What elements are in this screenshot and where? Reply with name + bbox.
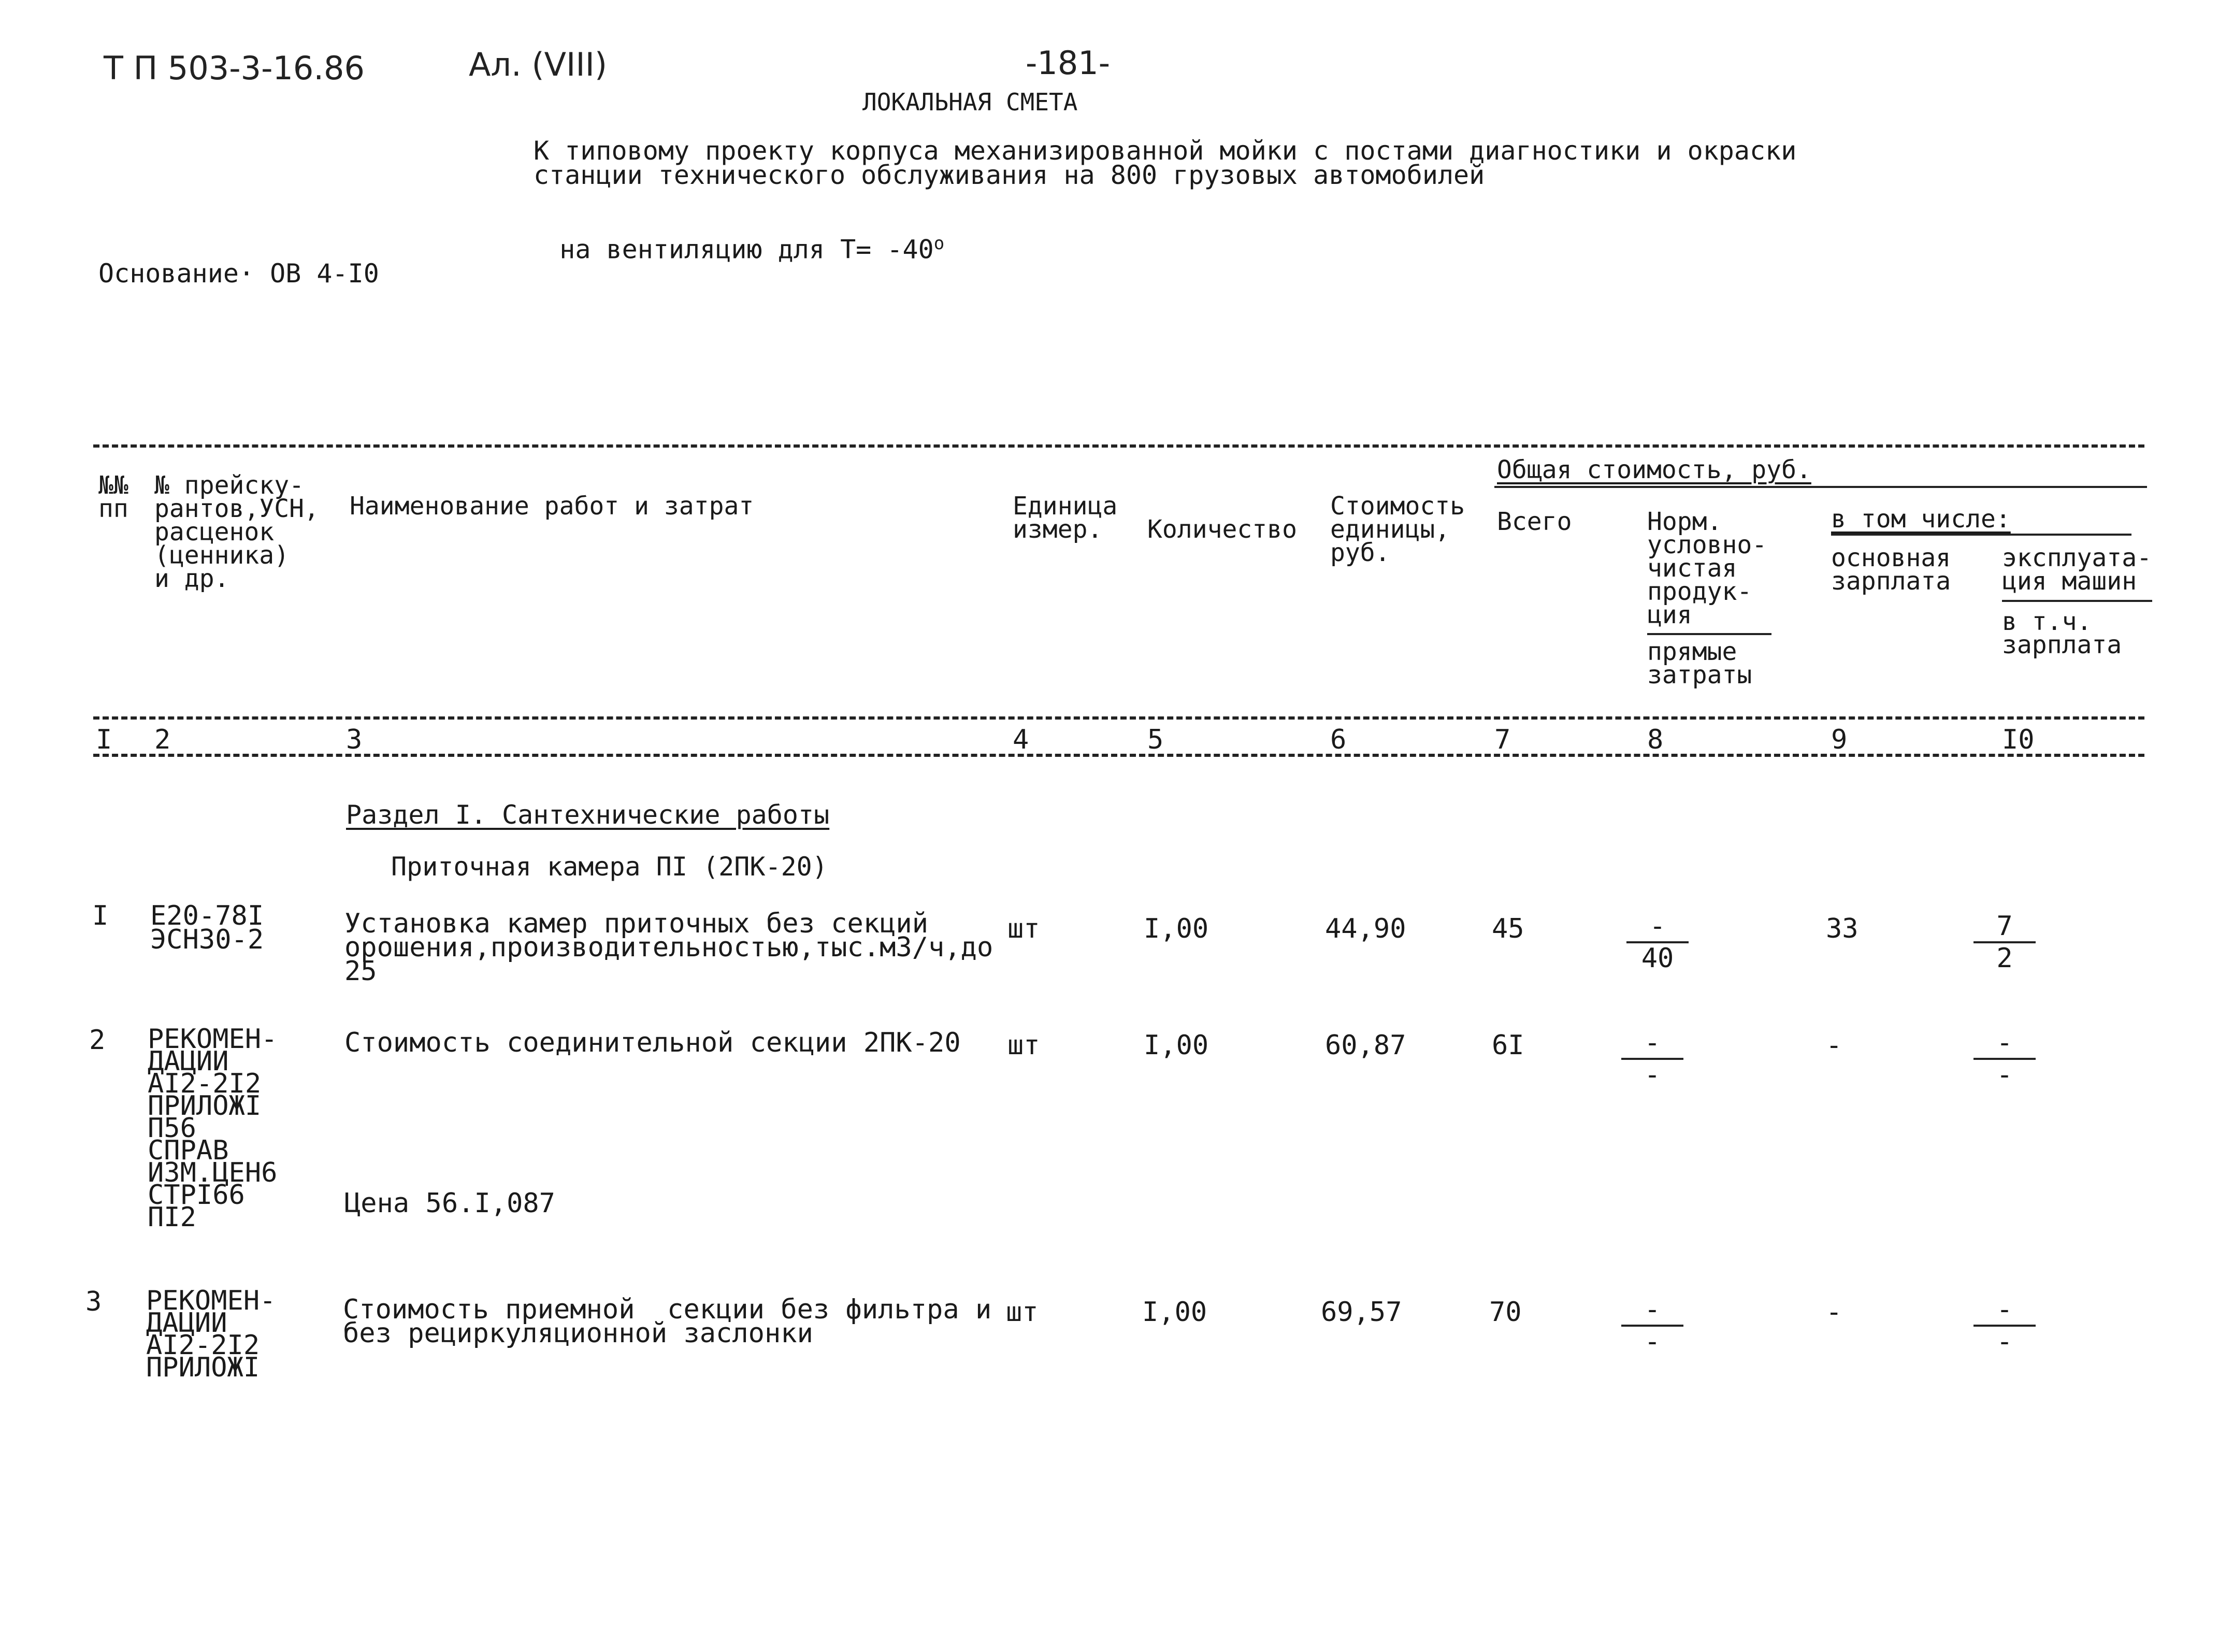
row-machines-fraction	[1973, 911, 2036, 974]
col-number: 3	[346, 724, 363, 755]
col-header-unit: Единица измер.	[1013, 492, 1118, 544]
row-unit: шт	[1007, 913, 1040, 944]
row-norm-fraction	[1621, 1027, 1683, 1090]
col-header-direct: прямые затраты	[1647, 637, 1752, 689]
col-header-num: №№ пп	[98, 471, 128, 523]
fraction-bottom: 40	[1641, 943, 1674, 974]
album-code: Ал. (VIII)	[469, 46, 608, 83]
fraction-top: -	[1649, 911, 1666, 942]
col-number: 5	[1147, 724, 1164, 755]
col-number: 2	[154, 724, 171, 755]
row-code: РЕКОМЕН- ДАЦИИ АI2-2I2 ПРИЛОЖI	[146, 1285, 276, 1383]
col-group-incl: в том числе:	[1831, 505, 2011, 534]
row-code: РЕКОМЕН- ДАЦИИ АI2-2I2 ПРИЛОЖI П56 СПРАВ ИЗМ.ЦЕН6 СТРI66 ПI2	[148, 1024, 278, 1233]
fraction-bottom: -	[1644, 1326, 1661, 1357]
fraction-top: -	[1996, 1294, 2013, 1325]
col-number: 6	[1330, 724, 1347, 755]
fraction-bottom: -	[1996, 1059, 2013, 1090]
fraction-top: -	[1644, 1027, 1661, 1058]
section-title: Раздел I. Сантехнические работы	[346, 800, 830, 830]
row-unit-cost: 44,90	[1325, 913, 1406, 944]
row-name: Установка камер приточных без секций орошения,производительностью,тыс.м3/ч,до 25	[344, 908, 993, 987]
subtitle-line-2: станции технического обслуживания на 800 грузовых автомобилей	[534, 160, 1485, 190]
col-header-qty: Количество	[1147, 515, 1297, 544]
row-number: I	[92, 900, 109, 931]
row-wage: -	[1826, 1297, 1842, 1328]
row-price-note: Цена 56.I,087	[344, 1188, 555, 1219]
row-name: Стоимость приемной секции без фильтра и без рециркуляционной заслонки	[343, 1294, 992, 1349]
row-total: 45	[1492, 913, 1524, 944]
subtitle-line-1: К типовому проекту корпуса механизированной мойки с постами диагностики и окраски	[534, 136, 1797, 166]
group-incl-rule	[1831, 534, 2131, 536]
header-bottom-rule	[93, 716, 2144, 720]
doc-code: Т П 503-3-16.86	[104, 49, 365, 87]
row-total: 70	[1489, 1297, 1522, 1328]
row-unit: шт	[1007, 1030, 1040, 1061]
fraction-bottom: 2	[1996, 943, 2013, 974]
row-machines-fraction	[1973, 1294, 2036, 1357]
group-total-rule	[1494, 486, 2147, 488]
col-number: 9	[1831, 724, 1848, 755]
subsection-title: Приточная камера ПI (2ПК-20)	[391, 852, 828, 882]
fraction-bottom: -	[1644, 1059, 1661, 1090]
row-number: 2	[89, 1025, 106, 1056]
col-header-machine-wage: в т.ч. зарплата	[2002, 607, 2122, 659]
fraction-top: 7	[1996, 911, 2013, 942]
norm-divider	[1647, 633, 1771, 635]
col-group-total: Общая стоимость, руб.	[1497, 455, 1811, 484]
table-top-rule	[93, 444, 2144, 448]
col-header-machines: эксплуата- ция машин	[2002, 543, 2152, 596]
row-unit-cost: 60,87	[1325, 1030, 1406, 1061]
column-numbers-rule	[93, 754, 2144, 757]
row-wage: 33	[1826, 913, 1859, 944]
row-unit: шт	[1006, 1297, 1039, 1328]
col-number: I0	[2002, 724, 2035, 755]
row-qty: I,00	[1142, 1297, 1207, 1328]
row-machines-fraction	[1973, 1027, 2036, 1090]
row-norm-fraction	[1621, 1294, 1683, 1357]
subtitle-line-3: на вентиляцию для $Т= -40^о$	[559, 233, 945, 265]
row-norm-fraction	[1626, 911, 1689, 974]
col-header-total: Всего	[1497, 507, 1572, 536]
row-qty: I,00	[1144, 913, 1209, 944]
col-number: 7	[1494, 724, 1511, 755]
row-wage: -	[1826, 1030, 1842, 1061]
col-header-name: Наименование работ и затрат	[350, 492, 754, 521]
col-header-wage: основная зарплата	[1831, 543, 1951, 596]
col-header-unit-cost: Стоимость единицы, руб.	[1330, 492, 1465, 567]
col-number: 8	[1647, 724, 1664, 755]
row-unit-cost: 69,57	[1321, 1297, 1402, 1328]
row-qty: I,00	[1144, 1030, 1209, 1061]
col-header-norm: Норм. условно- чистая продук- ция	[1647, 507, 1767, 629]
col-number: 4	[1013, 724, 1029, 755]
fraction-top: -	[1644, 1294, 1661, 1325]
row-code: Е20-78I ЭСН30-2	[150, 900, 264, 955]
col-header-code: № прейску- рантов,УСН, расценок (ценника) и др.	[154, 471, 319, 593]
col-number: I	[96, 724, 112, 755]
fraction-bottom: -	[1996, 1326, 2013, 1357]
page-title: ЛОКАЛЬНАЯ СМЕТА	[862, 88, 1078, 116]
basis: Основание· ОВ 4-I0	[98, 258, 379, 289]
row-number: 3	[85, 1286, 102, 1317]
row-total: 6I	[1492, 1030, 1524, 1061]
fraction-top: -	[1996, 1027, 2013, 1058]
machines-divider	[2002, 600, 2152, 602]
page-number: -181-	[1026, 44, 1111, 82]
row-name: Стоимость соединительной секции 2ПК-20	[344, 1027, 961, 1058]
